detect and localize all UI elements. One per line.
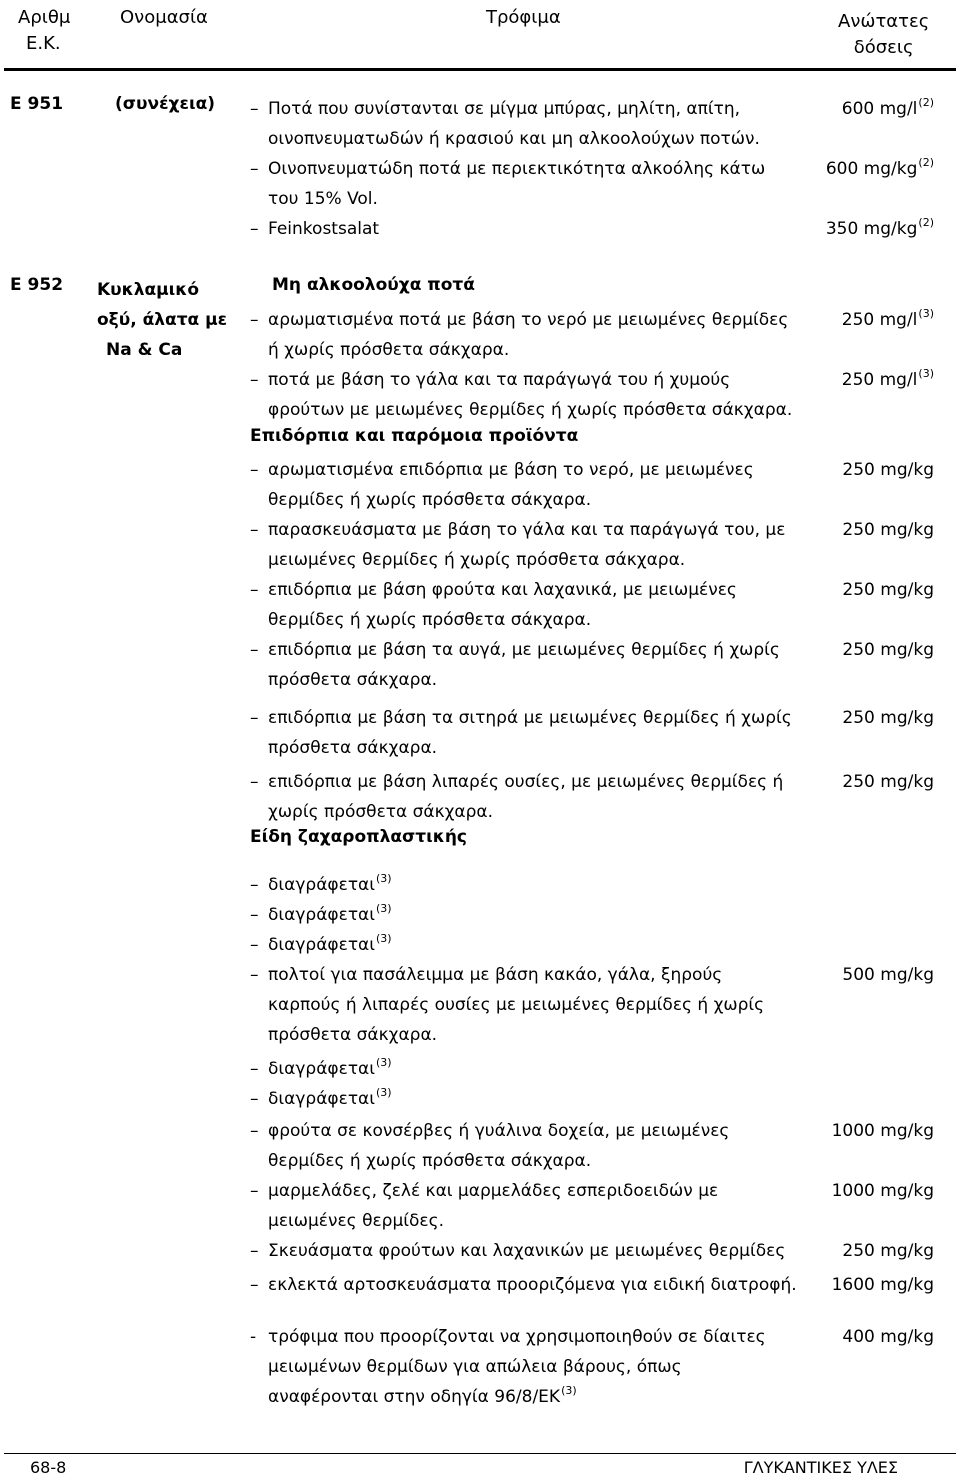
max-dose-value: 250 mg/l (841, 310, 918, 330)
header-code (18, 8, 70, 54)
deleted-entry (250, 930, 392, 962)
food-item-text: επιδόρπια με βάση φρούτα και λαχανικά, με μειωμένες (268, 580, 737, 600)
max-dose-value: 250 mg/l (841, 370, 918, 390)
e952-name-line2: οξύ, άλατα με (97, 310, 228, 330)
food-item-text: Feinkostsalat (268, 219, 380, 239)
food-item-text: Σκευάσματα φρούτων και λαχανικών με μειωμένες θερμίδες (268, 1241, 786, 1261)
header-foods: Τρόφιμα (486, 7, 561, 28)
food-item (250, 305, 788, 365)
max-dose-value: 600 mg/l (841, 99, 918, 119)
deleted-entry (250, 900, 392, 932)
food-item-text: μαρμελάδες, ζελέ και μαρμελάδες εσπεριδοειδών με (268, 1181, 719, 1201)
footnote-ref: (2) (918, 96, 934, 109)
food-item-text: Οινοπνευματώδη ποτά με περιεκτικότητα αλκοόλης κάτω (268, 159, 766, 179)
max-dose-value: 1600 mg/kg (831, 1275, 934, 1295)
food-item-text: θερμίδες ή χωρίς πρόσθετα σάκχαρα. (268, 1151, 592, 1171)
food-item (250, 515, 785, 575)
dash-bullet: – (250, 1059, 259, 1079)
footnote-ref: (3) (376, 902, 392, 915)
food-item-text: αρωματισμένα επιδόρπια με βάση το νερό, με μειωμένες (268, 460, 754, 480)
food-item (250, 1322, 766, 1414)
dash-bullet: – (250, 1275, 259, 1295)
max-dose (842, 520, 934, 540)
dash-bullet: – (250, 935, 259, 955)
food-item-text: καρπούς ή λιπαρές ουσίες με μειωμένες θερμίδες ή χωρίς (268, 995, 765, 1015)
max-dose (841, 307, 934, 332)
max-dose (842, 460, 934, 480)
max-dose-value: 250 mg/kg (842, 1241, 934, 1261)
deleted-text: διαγράφεται (268, 905, 376, 925)
e951-code: Ε 951 (10, 94, 64, 114)
max-dose-value: 250 mg/kg (842, 640, 934, 660)
footnote-ref: (3) (376, 1056, 392, 1069)
food-item-text: πρόσθετα σάκχαρα. (268, 670, 438, 690)
deleted-entry (250, 1084, 392, 1116)
max-dose-value: 250 mg/kg (842, 772, 934, 792)
food-item (250, 575, 737, 635)
e952-name-line1: Κυκλαμικό (97, 280, 200, 300)
max-dose (842, 1327, 934, 1347)
food-item-text: του 15% Vol. (268, 189, 378, 209)
food-item (250, 1270, 797, 1300)
food-item-text: επιδόρπια με βάση τα αυγά, με μειωμένες θερμίδες ή χωρίς (268, 640, 780, 660)
max-dose (842, 772, 934, 792)
food-item-text: μειωμένες θερμίδες ή χωρίς πρόσθετα σάκχαρα. (268, 550, 686, 570)
food-item (250, 1176, 718, 1236)
food-item-text: τρόφιμα που προορίζονται να χρησιμοποιηθούν σε δίαιτες (268, 1327, 766, 1347)
dash-bullet: – (250, 905, 259, 925)
food-item (250, 365, 792, 425)
max-dose-value: 350 mg/kg (825, 219, 918, 239)
header-name: Ονομασία (120, 7, 208, 28)
food-item-text: πολτοί για πασάλειμμα με βάση κακάο, γάλα, ξηρούς (268, 965, 723, 985)
dash-bullet: – (250, 875, 259, 895)
max-dose-value: 250 mg/kg (842, 708, 934, 728)
header-doses-line1: Ανώτατες (838, 11, 930, 32)
food-item (250, 154, 765, 214)
footnote-ref: (3) (376, 872, 392, 885)
max-dose (825, 216, 934, 241)
max-dose (842, 580, 934, 600)
food-item (250, 94, 760, 154)
max-dose-value: 1000 mg/kg (831, 1181, 934, 1201)
dash-bullet: – (250, 159, 259, 179)
max-dose (832, 1275, 934, 1295)
dash-bullet: – (250, 460, 259, 480)
page-number: 68-8 (30, 1458, 67, 1477)
footer-rule (4, 1453, 956, 1454)
food-item-text: αναφέρονται στην οδηγία 96/8/ΕΚ (268, 1387, 561, 1407)
food-item-text: οινοπνευματωδών ή κρασιού και μη αλκοολούχων ποτών. (268, 129, 760, 149)
max-dose (842, 640, 934, 660)
food-item (250, 1116, 729, 1176)
max-dose (842, 708, 934, 728)
max-dose-value: 250 mg/kg (842, 520, 934, 540)
food-item-text: εκλεκτά αρτοσκευάσματα προοριζόμενα για ειδική διατροφή. (268, 1275, 797, 1295)
food-item (250, 1236, 785, 1266)
food-item-text: επιδόρπια με βάση τα σιτηρά με μειωμένες θερμίδες ή χωρίς (268, 708, 792, 728)
food-item (250, 635, 780, 695)
section-confectionery: Είδη ζαχαροπλαστικής (250, 827, 468, 847)
max-dose-value: 250 mg/kg (842, 460, 934, 480)
footnote-ref: (3) (918, 307, 934, 320)
dash-bullet: – (250, 1121, 259, 1141)
food-item (250, 214, 379, 244)
e952-name-line3: Na & Ca (106, 340, 183, 360)
header-code-line1: Αριθμ (18, 7, 71, 28)
dash-bullet: – (250, 708, 259, 728)
food-item-text: μειωμένες θερμίδες. (268, 1211, 444, 1231)
header-code-line2: Ε.Κ. (26, 33, 61, 54)
food-item-text: Ποτά που συνίστανται σε μίγμα μπύρας, μηλίτη, απίτη, (268, 99, 740, 119)
food-item-text: ή χωρίς πρόσθετα σάκχαρα. (268, 340, 510, 360)
dash-bullet: - (250, 1327, 257, 1347)
deleted-entry (250, 1054, 392, 1086)
dash-bullet: – (250, 640, 259, 660)
food-item-text: μειωμένων θερμίδων για απώλεια βάρους, όπως (268, 1357, 682, 1377)
max-dose (841, 367, 934, 392)
max-dose-value: 1000 mg/kg (831, 1121, 934, 1141)
food-item-text: παρασκευάσματα με βάση το γάλα και τα παράγωγά του, με (268, 520, 786, 540)
food-item-text: πρόσθετα σάκχαρα. (268, 1025, 438, 1045)
e952-name (97, 275, 227, 365)
max-dose (841, 96, 934, 121)
dash-bullet: – (250, 1089, 259, 1109)
dash-bullet: – (250, 99, 259, 119)
food-item-text: φρούτα σε κονσέρβες ή γυάλινα δοχεία, με μειωμένες (268, 1121, 730, 1141)
max-dose-value: 400 mg/kg (842, 1327, 934, 1347)
dash-bullet: – (250, 772, 259, 792)
food-item (250, 455, 754, 515)
header-rule (4, 68, 956, 71)
max-dose (832, 1121, 934, 1141)
footnote-ref: (3) (376, 932, 392, 945)
deleted-text: διαγράφεται (268, 875, 376, 895)
max-dose (825, 156, 934, 181)
dash-bullet: – (250, 370, 259, 390)
deleted-text: διαγράφεται (268, 1089, 376, 1109)
dash-bullet: – (250, 580, 259, 600)
dash-bullet: – (250, 1181, 259, 1201)
max-dose (842, 965, 934, 985)
food-item-text: επιδόρπια με βάση λιπαρές ουσίες, με μειωμένες θερμίδες ή (268, 772, 784, 792)
max-dose (842, 1241, 934, 1261)
dash-bullet: – (250, 520, 259, 540)
e951-name: (συνέχεια) (115, 94, 216, 114)
deleted-text: διαγράφεται (268, 1059, 376, 1079)
footnote-ref: (2) (918, 216, 934, 229)
footnote-ref: (2) (918, 156, 934, 169)
max-dose-value: 600 mg/kg (825, 159, 918, 179)
dash-bullet: – (250, 1241, 259, 1261)
header-doses-line2: δόσεις (853, 37, 914, 58)
deleted-text: διαγράφεται (268, 935, 376, 955)
footnote-ref: (3) (561, 1384, 577, 1397)
max-dose-value: 250 mg/kg (842, 580, 934, 600)
food-item (250, 767, 783, 827)
dash-bullet: – (250, 310, 259, 330)
section-desserts: Επιδόρπια και παρόμοια προϊόντα (250, 426, 579, 446)
max-dose (832, 1181, 934, 1201)
food-item-text: αρωματισμένα ποτά με βάση το νερό με μειωμένες θερμίδες (268, 310, 789, 330)
food-item (250, 960, 764, 1050)
e952-code: Ε 952 (10, 275, 64, 295)
food-item-text: θερμίδες ή χωρίς πρόσθετα σάκχαρα. (268, 490, 592, 510)
header-max-doses (838, 12, 929, 58)
food-item-text: χωρίς πρόσθετα σάκχαρα. (268, 802, 494, 822)
max-dose-value: 500 mg/kg (842, 965, 934, 985)
food-item-text: θερμίδες ή χωρίς πρόσθετα σάκχαρα. (268, 610, 592, 630)
footnote-ref: (3) (918, 367, 934, 380)
food-item (250, 703, 792, 763)
deleted-entry (250, 870, 392, 902)
dash-bullet: – (250, 219, 259, 239)
section-drinks: Μη αλκοολούχα ποτά (272, 275, 475, 295)
footnote-ref: (3) (376, 1086, 392, 1099)
food-item-text: πρόσθετα σάκχαρα. (268, 738, 438, 758)
section-title: ΓΛΥΚΑΝΤΙΚΕΣ ΥΛΕΣ (743, 1458, 898, 1477)
dash-bullet: – (250, 965, 259, 985)
food-item-text: φρούτων με μειωμένες θερμίδες ή χωρίς πρόσθετα σάκχαρα. (268, 400, 793, 420)
food-item-text: ποτά με βάση το γάλα και τα παράγωγά του ή χυμούς (268, 370, 731, 390)
